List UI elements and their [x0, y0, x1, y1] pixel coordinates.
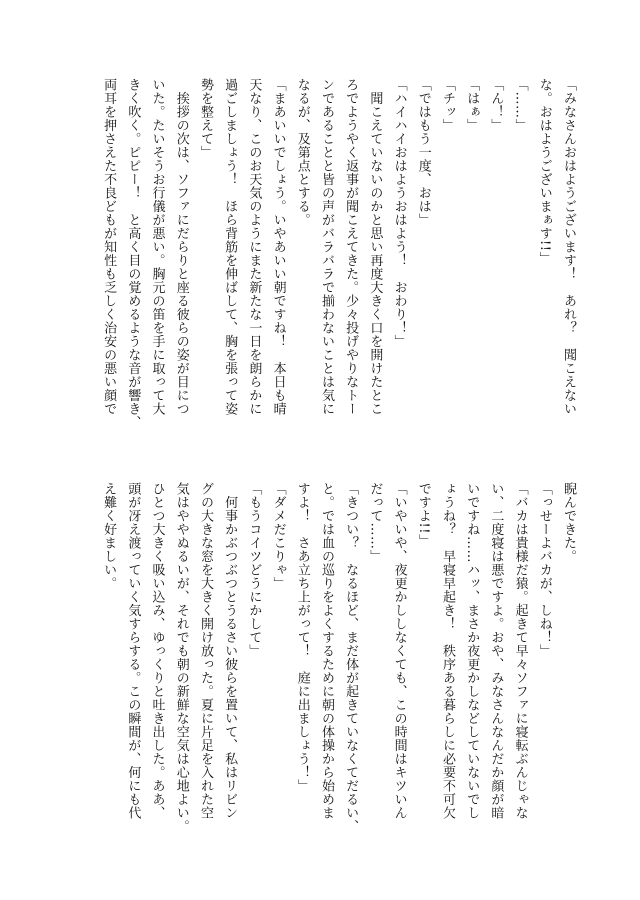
text-column: 挨拶の次は、ソファにだらりと座る彼らの姿が目につ: [173, 78, 189, 416]
text-column: 「……」: [512, 78, 528, 132]
text-column: ひとつ大きく吸い込み、ゆっくりと吐き出した。ああ、: [149, 482, 165, 820]
text-column: 「もうコイツどうにかして」: [246, 482, 262, 658]
text-column: と。では血の巡りをよくするために朝の体操から始めま: [318, 482, 334, 820]
text-column: 「まあいいでしょう。いやあいい朝ですね！ 本日も晴: [270, 78, 286, 416]
text-column: すよ！ さあ立ち上がって！ 庭に出ましょう！」: [294, 482, 310, 793]
text-column: 聞こえていないのかと思い再度大きく口を開けたとこ: [367, 78, 383, 416]
text-column: 勢を整えて」: [197, 78, 213, 159]
upper-text-block: [96, 78, 580, 430]
text-column: 「はぁ」: [464, 78, 480, 132]
text-column: 「バカは貴様だ猿。起きて早々ソファに寝転ぶんじゃな: [512, 482, 528, 820]
text-column: ろでようやく返事が聞こえてきた。少々投げやりなトー: [343, 78, 359, 416]
text-column: な。おはようございまぁす!!」: [536, 78, 552, 265]
text-column: 「ハイハイおはようおはよう！ おわり！」: [391, 78, 407, 348]
lower-text-block: [96, 482, 580, 834]
text-column: きく吹く。ピピー！ と高く目の覚めるような音が響き、: [125, 78, 141, 429]
text-column: 両耳を押さえた不良どもが知性も乏しく治安の悪い顔で: [101, 78, 117, 416]
text-column: 何事かぶつぶつとうるさい彼らを置いて、私はリビン: [222, 482, 238, 820]
text-column: 過ごしましょう！ ほら背筋を伸ばして、胸を張って姿: [222, 78, 238, 416]
text-column: 「チッ」: [439, 78, 455, 132]
text-column: グの大きな窓を大きく開け放った。夏に片足を入れた空: [197, 482, 213, 820]
text-column: 「ではもう一度、おは」: [415, 78, 431, 227]
text-column: 「みなさんおはようございます！ あれ？ 聞こえない: [561, 78, 576, 416]
text-column: だって……」: [367, 482, 383, 563]
text-column: え難く好ましい。: [101, 482, 117, 590]
text-column: ですよ!!」: [415, 482, 431, 548]
text-column: 気はややぬるいが、それでも朝の新鮮な空気は心地よい。: [173, 482, 189, 833]
text-column: 「っせーよバカが、しね！」: [536, 482, 552, 658]
text-column: ンであることと皆の声がバラバラで揃わないことは気に: [318, 78, 334, 416]
text-column: 「いやいや、夜更かししなくても、この時間はキツいん: [391, 482, 407, 820]
text-column: 「ん！」: [488, 78, 504, 132]
text-column: い、二度寝は悪ですよ。おや、みなさんなんだか顔が暗: [488, 482, 504, 820]
text-column: 頭が冴え渡っていく気すらする。この瞬間が、何にも代: [125, 482, 141, 820]
text-column: 「きつい？ なるほど、まだ体が起きていなくてだるい、: [343, 482, 359, 833]
text-column: ょうね？ 早寝早起き！ 秩序ある暮らしに必要不可欠: [439, 482, 455, 820]
text-column: いですね……ハッ、まさか夜更かしなどしていないでし: [464, 482, 480, 820]
text-column: なるが、及第点とする。: [294, 78, 310, 227]
text-column: 「ダメだこりゃ」: [270, 482, 286, 590]
text-column: いた。たいそうお行儀が悪い。胸元の笛を手に取って大: [149, 78, 165, 416]
text-column: 睨んできた。: [561, 482, 576, 563]
text-column: 天なり、このお天気のようにまた新たな一日を朗らかに: [246, 78, 262, 416]
